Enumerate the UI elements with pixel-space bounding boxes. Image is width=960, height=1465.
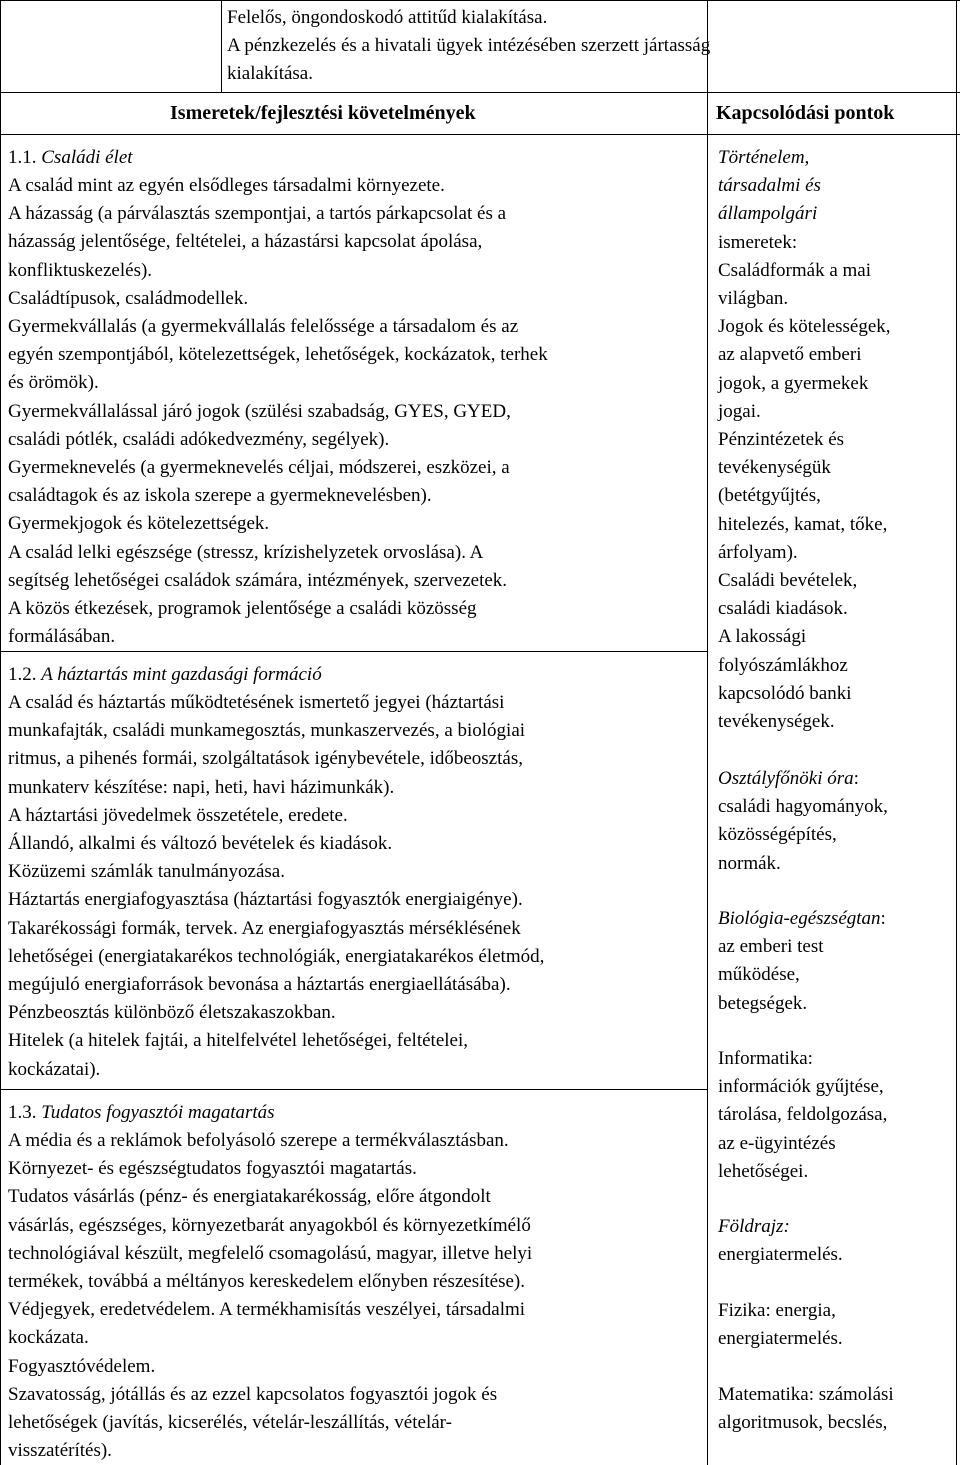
text-line: egyén szempontjából, kötelezettségek, lehetőségek, kockázatok, terhek bbox=[8, 344, 548, 366]
section-title bbox=[8, 1099, 275, 1127]
connection-heading-suffix: : bbox=[853, 768, 859, 789]
connection-line: az e-ügyintézés bbox=[718, 1132, 836, 1154]
connection-line: algoritmusok, becslés, bbox=[718, 1412, 888, 1434]
header-connections: Kapcsolódási pontok bbox=[716, 102, 895, 124]
text-line: segítség lehetőségei családok számára, intézmények, szervezetek. bbox=[8, 569, 508, 591]
section-title bbox=[8, 661, 322, 689]
connection-heading: Informatika: bbox=[718, 1048, 813, 1069]
section-heading: A háztartás mint gazdasági formáció bbox=[41, 664, 322, 685]
goal-line: kialakítása. bbox=[227, 63, 313, 84]
text-line: vásárlás, egészséges, környezetbarát anyagokból és környezetkímélő bbox=[8, 1214, 531, 1236]
text-line: Háztartás energiafogyasztása (háztartási fogyasztók energiaigénye). bbox=[8, 889, 523, 911]
table-border-right bbox=[956, 0, 957, 1465]
row-divider-section-2 bbox=[0, 1089, 707, 1090]
connection-line: A lakossági bbox=[718, 626, 807, 648]
text-line: A házasság (a párválasztás szempontjai, a tartós párkapcsolat és a bbox=[8, 203, 507, 225]
connection-heading: társadalmi és bbox=[718, 175, 821, 197]
connection-line: működése, bbox=[718, 964, 800, 986]
connection-heading: Matematika: számolási bbox=[718, 1384, 894, 1405]
section-number: 1.1. bbox=[8, 147, 37, 168]
connection-line: jogai. bbox=[718, 400, 761, 422]
connection-heading: Földrajz: bbox=[718, 1216, 790, 1237]
connection-heading bbox=[718, 905, 886, 933]
text-line: Családtípusok, családmodellek. bbox=[8, 287, 249, 309]
text-line: Takarékossági formák, tervek. Az energiafogyasztás mérséklésének bbox=[8, 917, 521, 939]
connection-line: családi kiadások. bbox=[718, 598, 848, 620]
connection-line: Családformák a mai bbox=[718, 259, 872, 281]
text-line: Közüzemi számlák tanulmányozása. bbox=[8, 861, 285, 883]
text-line: lehetőségek (javítás, kicserélés, vételár-leszállítás, vételár- bbox=[8, 1412, 452, 1433]
connection-line: lehetőségei. bbox=[718, 1160, 809, 1182]
text-line: kockázata. bbox=[8, 1327, 89, 1349]
text-line: házasság jelentősége, feltételei, a házastársi kapcsolat ápolása, bbox=[8, 231, 483, 253]
text-line: Gyermekvállalással járó jogok (szülési szabadság, GYES, GYED, bbox=[8, 400, 511, 422]
text-line: Hitelek (a hitelek fajtái, a hitelfelvétel lehetőségei, feltételei, bbox=[8, 1030, 468, 1052]
connection-line: normák. bbox=[718, 852, 781, 874]
text-line: visszatérítés). bbox=[8, 1440, 112, 1462]
text-line: Védjegyek, eredetvédelem. A termékhamisítás veszélyei, társadalmi bbox=[8, 1299, 526, 1321]
goal-line: A pénzkezelés és a hivatali ügyek intézésében szerzett jártasság bbox=[227, 35, 711, 56]
text-line: termékek, továbbá a méltányos kereskedelem előnyben részesítése). bbox=[8, 1271, 526, 1292]
text-line: családtagok és az iskola szerepe a gyermeknevelésben). bbox=[8, 485, 432, 507]
text-line: Gyermeknevelés (a gyermeknevelés céljai, módszerei, eszközei, a bbox=[8, 457, 510, 478]
text-line: Állandó, alkalmi és változó bevételek és kiadások. bbox=[8, 833, 393, 854]
text-line: Pénzbeosztás különböző életszakaszokban. bbox=[8, 1002, 336, 1024]
text-line: A háztartási jövedelmek összetétele, eredete. bbox=[8, 804, 348, 826]
connection-line: kapcsolódó banki bbox=[718, 682, 852, 704]
connection-heading: állampolgári bbox=[718, 203, 818, 225]
text-line: munkafajták, családi munkamegosztás, munkaszervezés, a biológiai bbox=[8, 720, 526, 742]
text-line: munkaterv készítése: napi, heti, havi házimunkák). bbox=[8, 776, 395, 798]
connection-line: tevékenységük bbox=[718, 457, 831, 479]
connection-line: jogok, a gyermekek bbox=[718, 372, 869, 394]
text-line: Gyermekjogok és kötelezettségek. bbox=[8, 513, 270, 535]
section-heading: Tudatos fogyasztói magatartás bbox=[41, 1102, 275, 1123]
text-line: A család mint az egyén elsődleges társadalmi környezete. bbox=[8, 175, 445, 196]
text-line: Fogyasztóvédelem. bbox=[8, 1355, 156, 1377]
connection-line: világban. bbox=[718, 288, 789, 309]
connection-line: energiatermelés. bbox=[718, 1328, 843, 1350]
connection-line: tevékenységek. bbox=[718, 711, 835, 732]
connection-heading bbox=[718, 765, 859, 793]
connection-line: Pénzintézetek és bbox=[718, 429, 845, 450]
text-line: Környezet- és egészségtudatos fogyasztói magatartás. bbox=[8, 1158, 417, 1180]
row-divider-header-top bbox=[0, 92, 960, 93]
column-divider-top bbox=[221, 0, 222, 92]
text-line: A közös étkezések, programok jelentősége a családi közösség bbox=[8, 598, 477, 619]
connection-heading-text: Osztályfőnöki óra bbox=[718, 768, 854, 789]
text-line: A család és háztartás működtetésének ismertető jegyei (háztartási bbox=[8, 692, 505, 713]
table-border-left bbox=[0, 0, 1, 1465]
section-heading: Családi élet bbox=[41, 147, 133, 168]
header-requirements: Ismeretek/fejlesztési követelmények bbox=[170, 102, 476, 124]
text-line: konfliktuskezelés). bbox=[8, 259, 153, 281]
connection-heading-suffix: : bbox=[880, 908, 886, 929]
connection-line: információk gyűjtése, bbox=[718, 1076, 884, 1098]
text-line: kockázatai). bbox=[8, 1058, 101, 1080]
connection-line: ismeretek: bbox=[718, 231, 798, 253]
connection-line: betegségek. bbox=[718, 992, 808, 1014]
connection-heading-text: Biológia-egészségtan bbox=[718, 908, 881, 929]
text-line: technológiával készült, megfelelő csomagolású, magyar, illetve helyi bbox=[8, 1242, 533, 1264]
text-line: Gyermekvállalás (a gyermekvállalás felelőssége a társadalom és az bbox=[8, 316, 519, 337]
connection-line: hitelezés, kamat, tőke, bbox=[718, 513, 888, 535]
connection-line: (betétgyűjtés, bbox=[718, 485, 821, 507]
connection-line: árfolyam). bbox=[718, 541, 798, 563]
connection-heading: Történelem, bbox=[718, 147, 810, 168]
text-line: A média és a reklámok befolyásoló szerepe a termékválasztásban. bbox=[8, 1130, 509, 1151]
column-divider-main bbox=[707, 0, 708, 1465]
connection-line: folyószámlákhoz bbox=[718, 654, 848, 676]
connection-line: energiatermelés. bbox=[718, 1244, 843, 1266]
text-line: megújuló energiaforrások bevonása a háztartás energiaellátásába). bbox=[8, 974, 511, 995]
goal-line: Felelős, öngondoskodó attitűd kialakítása. bbox=[227, 7, 548, 28]
section-number: 1.2. bbox=[8, 664, 37, 685]
text-line: Szavatosság, jótállás és az ezzel kapcsolatos fogyasztói jogok és bbox=[8, 1383, 498, 1405]
table-border-top bbox=[0, 0, 960, 1]
connection-line: Családi bevételek, bbox=[718, 570, 858, 591]
connection-line: az emberi test bbox=[718, 936, 824, 958]
text-line: lehetőségei (energiatakarékos technológiák, energiatakarékos életmód, bbox=[8, 945, 545, 967]
text-line: formálásában. bbox=[8, 626, 116, 648]
section-title bbox=[8, 144, 133, 172]
connection-line: tárolása, feldolgozása, bbox=[718, 1104, 888, 1126]
text-line: családi pótlék, családi adókedvezmény, segélyek). bbox=[8, 428, 390, 450]
connection-line: családi hagyományok, bbox=[718, 796, 888, 818]
section-number: 1.3. bbox=[8, 1102, 37, 1123]
connection-line: az alapvető emberi bbox=[718, 344, 862, 366]
text-line: és örömök). bbox=[8, 372, 99, 394]
row-divider-header-bottom bbox=[0, 134, 960, 135]
connection-line: közösségépítés, bbox=[718, 824, 837, 846]
connection-heading: Fizika: energia, bbox=[718, 1300, 836, 1321]
text-line: A család lelki egészsége (stressz, krízishelyzetek orvoslása). A bbox=[8, 541, 484, 563]
connection-line: Jogok és kötelességek, bbox=[718, 316, 891, 338]
text-line: Tudatos vásárlás (pénz- és energiatakarékosság, előre átgondolt bbox=[8, 1186, 491, 1208]
text-line: ritmus, a pihenés formái, szolgáltatások igénybevétele, időbeosztás, bbox=[8, 748, 523, 770]
